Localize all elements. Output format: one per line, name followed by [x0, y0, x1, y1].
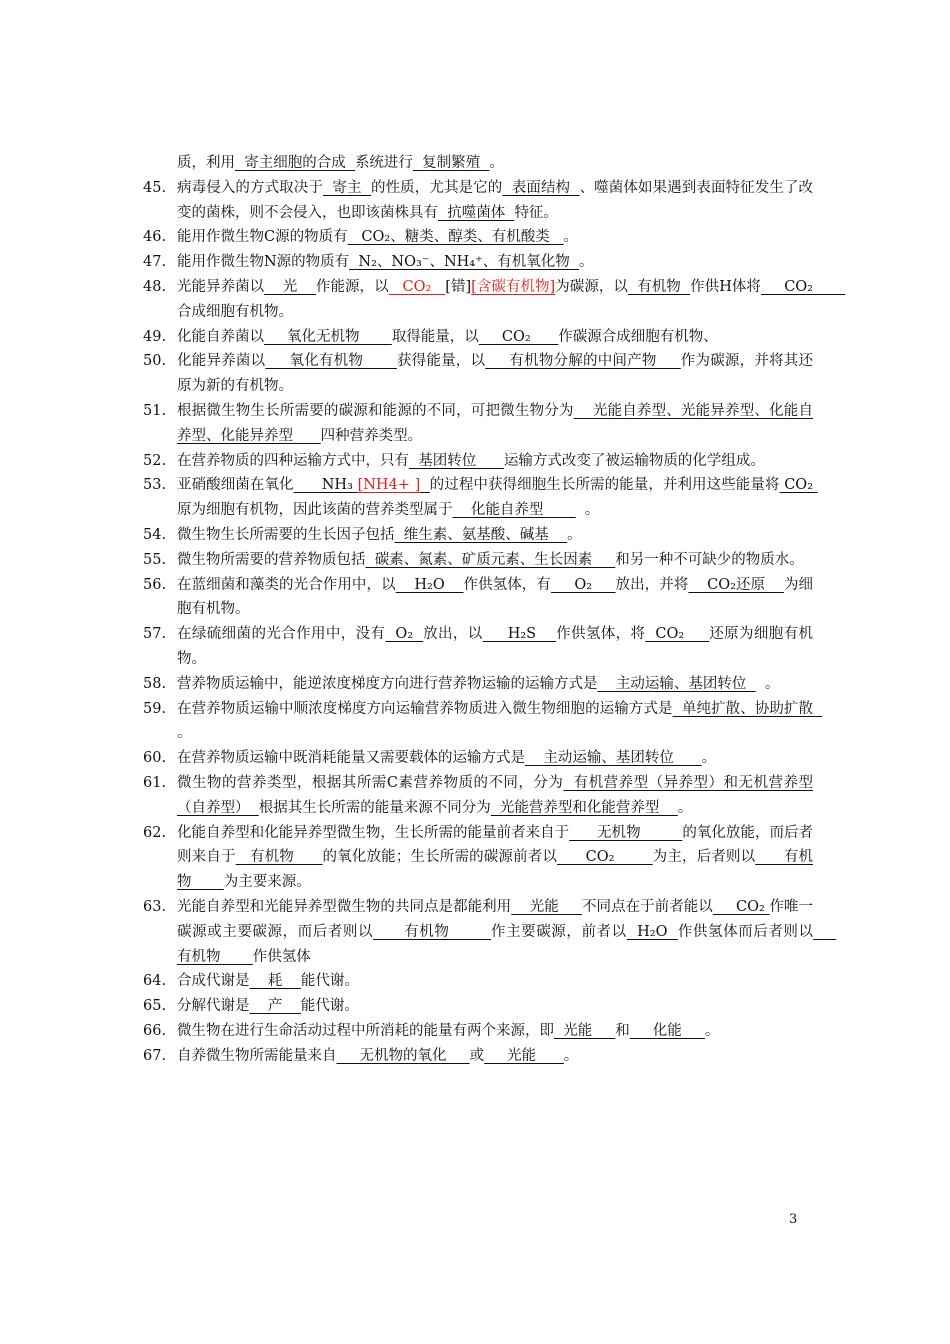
answer-blank: 氧化有机物: [265, 353, 397, 370]
question-text: 。: [563, 1047, 579, 1064]
answer-blank: 耗: [249, 973, 301, 990]
question-text: 作供H体将: [690, 278, 761, 295]
question-text: 。: [567, 526, 582, 543]
question-text: 。: [677, 799, 693, 816]
question-text: 不同点在于前者能以: [582, 898, 713, 915]
question-text: 分解代谢是: [177, 998, 250, 1015]
answer-blank: 复制繁殖: [412, 155, 490, 171]
answer-blank: 基团转位: [409, 452, 504, 469]
question-text: 、噬菌体如果遇到表面特征发生了改变的菌株，则不会侵入，也即该菌株具有: [177, 179, 814, 221]
question-text: 放出，以: [423, 626, 483, 643]
answer-blank: H₂O: [626, 923, 678, 940]
list-item: [143, 1019, 813, 1044]
answer-blank: 光能: [484, 1047, 564, 1064]
item-number: 57.: [143, 626, 167, 643]
item-number: 45.: [143, 179, 167, 196]
question-text: 微生物生长所需要的生长因子包括: [177, 526, 395, 543]
question-text: 作供氢体而后者则以: [677, 923, 813, 940]
answer-blank: 光能: [511, 898, 583, 915]
item-number: 56.: [143, 576, 167, 593]
question-text: 在绿硫细菌的光合作用中，没有: [177, 626, 386, 643]
list-item: [143, 473, 818, 523]
question-text: 病毒侵入的方式取决于: [177, 179, 323, 196]
question-text: 光能异养菌以: [177, 278, 265, 295]
item-number: 61.: [143, 774, 167, 791]
list-item: [143, 573, 813, 623]
question-text: 的性质，尤其是它的: [370, 179, 503, 196]
answer-blank: 无机物: [569, 824, 683, 841]
answer-blank: CO₂: [478, 328, 559, 345]
answer-blank: NH₃: [293, 477, 358, 494]
question-text: 的氧化放能，而后者则来自于: [177, 824, 814, 866]
item-number: 50.: [143, 353, 167, 370]
question-text: 。: [701, 750, 717, 767]
question-text: 和另一种不可缺少的物质水。: [615, 551, 804, 568]
item-number: 64.: [143, 973, 167, 990]
question-text: 化能自养型和化能异养型微生物，生长所需的能量前者来自于: [177, 824, 570, 841]
answer-blank: 化能自养型: [452, 502, 576, 519]
question-text: 质，利用: [177, 155, 235, 171]
list-item: [143, 1044, 813, 1069]
question-text: 在营养物质运输中顺浓度梯度方向运输营养物质进入微生物细胞的运输方式是: [177, 700, 673, 717]
question-text: 作唯一碳源或主要碳源，而后者则以: [177, 898, 814, 940]
question-text: 作供氢体，将: [556, 626, 646, 643]
question-text: 作主要碳源，前者以: [490, 923, 627, 940]
question-text: 化能异养菌以: [177, 353, 266, 370]
question-text: 取得能量，以: [391, 328, 479, 345]
item-number: 48.: [143, 278, 167, 295]
question-text: 合成代谢是: [177, 973, 250, 990]
answer-blank: 维生素、氨基酸、碱基: [394, 526, 568, 543]
question-text: 或: [469, 1047, 485, 1064]
list-item: [143, 250, 813, 275]
answer-blank: CO₂: [712, 898, 770, 915]
question-text: 根据其生长所需的能量来源不同分为: [258, 799, 491, 816]
question-list: [143, 151, 846, 1068]
question-text: 作供氢体，有: [463, 576, 551, 593]
item-number: 62.: [143, 824, 167, 841]
page-number: 3: [789, 1212, 798, 1227]
answer-blank: CO₂、糖类、醇类、有机酸类: [347, 229, 564, 246]
answer-blank: 有机物: [627, 278, 691, 295]
answer-blank: [含碳有机物]: [471, 278, 556, 295]
question-text: 能代谢。: [300, 973, 359, 990]
question-text: 营养物质运输中，能逆浓度梯度方向进行营养物运输的运输方式是: [177, 675, 598, 692]
item-number: 60.: [143, 750, 167, 767]
answer-blank: [NH4+ ]: [357, 477, 421, 494]
answer-blank: 有机物分解的中间产物: [485, 353, 681, 370]
list-item: [143, 275, 846, 325]
list-item: [143, 349, 813, 399]
list-item: [143, 672, 813, 697]
answer-blank: CO₂: [645, 626, 710, 643]
question-text: 为主，后者则以: [652, 849, 756, 866]
answer-blank: CO₂还原: [688, 576, 784, 593]
question-text: 。: [563, 229, 579, 246]
answer-blank: 有机物: [177, 923, 837, 965]
item-number: 63.: [143, 898, 167, 915]
answer-blank: 化能: [629, 1022, 705, 1039]
item-number: 67.: [143, 1047, 167, 1064]
question-text: 作碳源合成细胞有机物、: [558, 328, 718, 345]
list-item: [143, 449, 813, 474]
question-text: 微生物的营养类型，根据其所需C素营养物质的不同，分为: [177, 774, 564, 791]
answer-blank: 有机物: [373, 923, 491, 940]
answer-blank: 光能营养型和化能营养型: [490, 799, 678, 816]
answer-blank: 有机物: [235, 849, 323, 866]
question-text: 获得能量，以: [396, 353, 486, 370]
answer-blank: CO₂: [388, 278, 446, 295]
answer-blank: 光能自养型、光能异养型、化能自养型、化能异养型: [177, 402, 814, 444]
item-number: 59.: [143, 700, 167, 717]
answer-blank: 氧化无机物: [264, 328, 392, 345]
question-text: 为主要来源。: [223, 874, 311, 891]
list-item: [143, 771, 813, 821]
question-text: 亚硝酸细菌在氧化: [177, 477, 294, 494]
question-text: 化能自养菌以: [177, 328, 264, 345]
item-number: 49.: [143, 328, 167, 345]
question-text: 的氧化放能；生长所需的碳源前者以: [322, 849, 558, 866]
list-item: [143, 399, 813, 449]
item-number: 58.: [143, 675, 167, 692]
question-text: 原为细胞有机物，因此该菌的营养类型属于: [177, 502, 453, 519]
answer-blank: 表面结构: [502, 179, 580, 196]
item-number: 47.: [143, 254, 167, 271]
question-text: 为碳源，以: [555, 278, 628, 295]
list-item: [143, 622, 813, 672]
answer-blank: 寄主: [322, 179, 371, 196]
question-text: 作为碳源，并将其还原为新的有机物。: [177, 353, 814, 395]
answer-blank: 抗噬菌体: [438, 204, 515, 221]
answer-blank: 主动运输、基团转位: [525, 750, 702, 767]
answer-blank: 无机物的氧化: [336, 1047, 470, 1064]
list-item: [143, 176, 813, 226]
question-text: 系统进行: [354, 155, 413, 171]
item-number: 65.: [143, 998, 167, 1015]
item-number: 46.: [143, 229, 167, 246]
list-item: [143, 895, 837, 969]
question-text: 运输方式改变了被运输物质的化学组成。: [503, 452, 765, 469]
answer-blank: CO₂: [557, 849, 653, 866]
question-text: 微生物所需要的营养物质包括: [177, 551, 366, 568]
question-text: 。: [489, 155, 504, 171]
question-text: 根据微生物生长所需要的碳源和能源的不同，可把微生物分为: [177, 402, 574, 419]
answer-blank: H₂S: [482, 626, 557, 643]
list-item: [143, 548, 813, 573]
list-item: [143, 746, 813, 771]
answer-blank: O₂: [550, 576, 616, 593]
question-text: 放出，并将: [615, 576, 689, 593]
answer-blank: 光: [264, 278, 316, 295]
question-text: 自养微生物所需能量来自: [177, 1047, 337, 1064]
question-text: [错]: [445, 278, 472, 295]
answer-blank: CO₂: [760, 278, 846, 295]
answer-blank: O₂: [385, 626, 424, 643]
item-number: 66.: [143, 1022, 167, 1039]
question-text: 作供氢体: [252, 948, 311, 965]
answer-blank: 主动运输、基团转位: [597, 675, 756, 692]
question-text: 。: [578, 254, 594, 271]
list-item: [143, 151, 813, 176]
question-text: 特征。: [514, 204, 558, 221]
question-text: 能用作微生物C源的物质有: [177, 229, 348, 246]
item-number: 55.: [143, 551, 167, 568]
question-text: 在蓝细菌和藻类的光合作用中，以: [177, 576, 396, 593]
item-number: 53.: [143, 477, 167, 494]
list-item: [143, 523, 813, 548]
answer-blank: 碳素、氮素、矿质元素、生长因素: [365, 551, 616, 568]
item-number: 51.: [143, 402, 167, 419]
answer-blank: 有机营养型（异养型）和无机营养型（自养型）: [177, 774, 813, 816]
answer-blank: 寄主细胞的合成: [235, 155, 355, 171]
item-number: 54.: [143, 526, 167, 543]
answer-blank: N₂、NO₃⁻、NH₄⁺、有机氧化物: [349, 254, 579, 271]
list-item: [143, 697, 823, 747]
question-text: 四种营养类型。: [320, 427, 423, 444]
answer-blank: 光能: [554, 1022, 616, 1039]
question-text: 微生物在进行生命活动过程中所消耗的能量有两个来源，即: [177, 1022, 554, 1039]
list-item: [143, 325, 813, 350]
question-text: 为细胞有机物。: [177, 576, 814, 618]
answer-blank: H₂O: [395, 576, 464, 593]
answer-blank: 产: [249, 998, 301, 1015]
list-item: [143, 821, 813, 895]
question-text: 在营养物质的四种运输方式中，只有: [177, 452, 409, 469]
answer-blank: [420, 477, 429, 493]
question-text: 。: [177, 725, 192, 742]
question-text: 能代谢。: [300, 998, 359, 1015]
list-item: [143, 994, 813, 1019]
answer-blank: 单纯扩散、协助扩散: [672, 700, 823, 717]
question-text: 的过程中获得细胞生长所需的能量，并利用这些能量将: [429, 477, 780, 494]
list-item: [143, 969, 813, 994]
question-text: 。: [704, 1022, 720, 1039]
question-text: 合成细胞有机物。: [177, 303, 293, 320]
question-text: 光能自养型和光能异养型微生物的共同点是都能利用: [177, 898, 512, 915]
answer-blank: CO₂: [779, 477, 818, 494]
question-text: 在营养物质运输中既消耗能量又需要载体的运输方式是: [177, 750, 525, 767]
question-text: 还原为细胞有机物。: [177, 626, 814, 667]
question-text: 和: [615, 1022, 630, 1039]
answer-blank: 有机物: [177, 849, 814, 891]
question-text: 。: [575, 502, 600, 519]
question-text: 。: [755, 675, 780, 692]
question-text: 作能源，以: [315, 278, 389, 295]
question-text: 能用作微生物N源的物质有: [177, 254, 350, 271]
item-number: 52.: [143, 452, 167, 469]
list-item: [143, 225, 813, 250]
